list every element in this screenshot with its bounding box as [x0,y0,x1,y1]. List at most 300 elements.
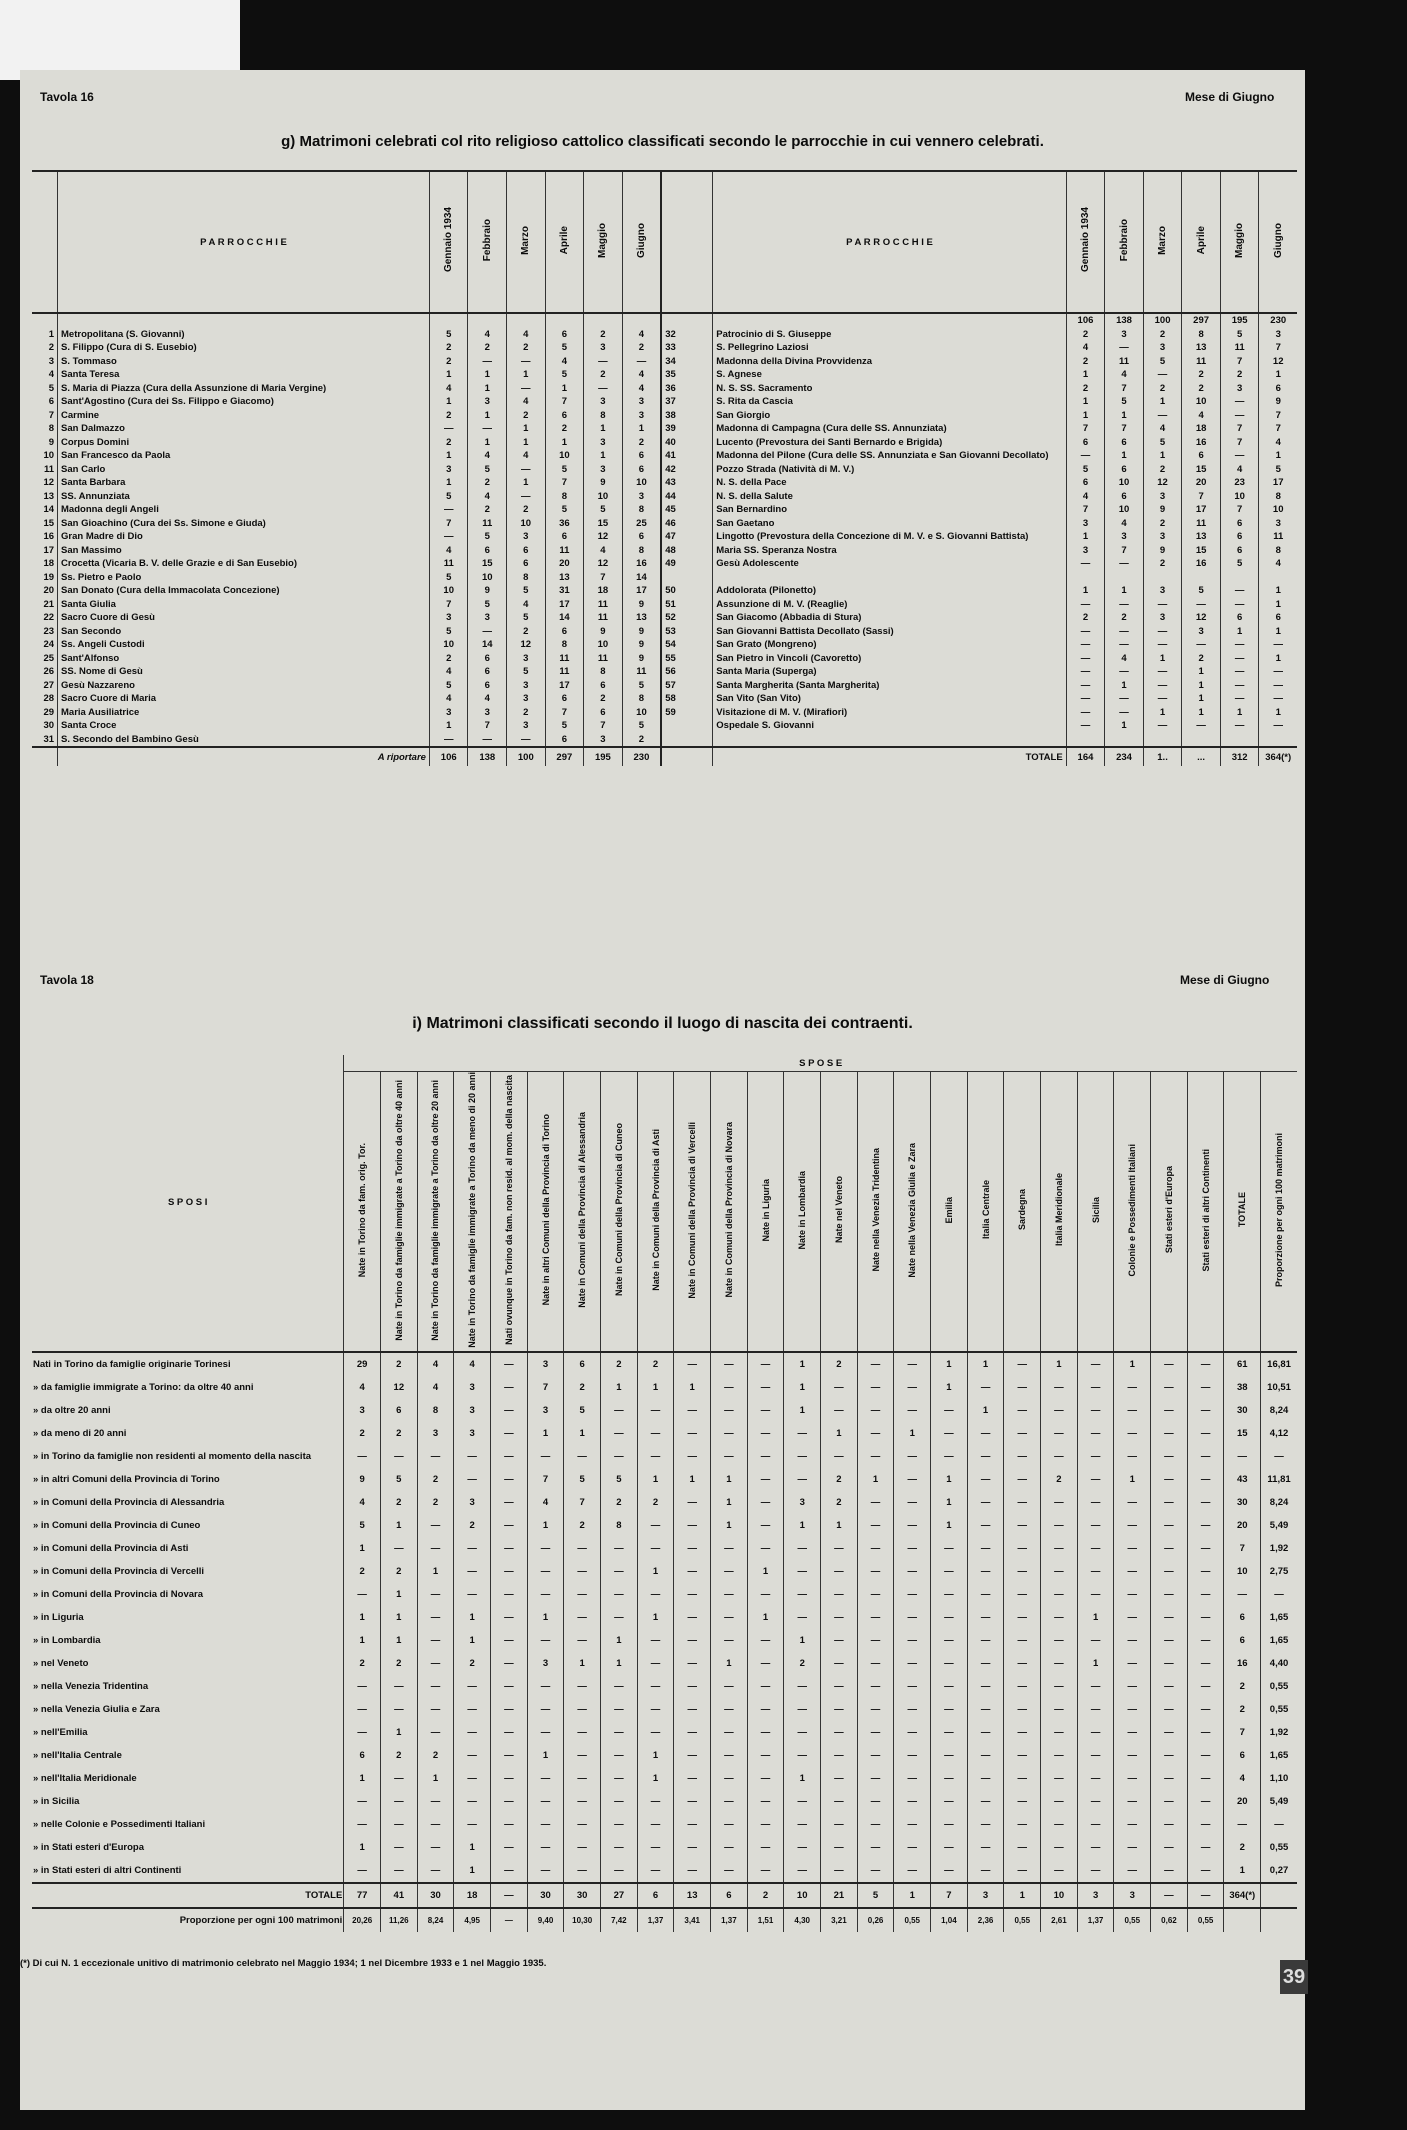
birthplace-count: — [564,1537,601,1560]
parish-name: San Francesco da Paola [58,449,430,463]
parish-name: Addolorata (Pilonetto) [713,584,1066,598]
spose-column-header [711,1072,748,1352]
birthplace-count: — [894,1767,931,1790]
monthly-count: 2 [468,503,507,517]
birthplace-count: — [784,1583,821,1606]
empty-cell [661,733,713,748]
birthplace-count: — [1077,1859,1114,1883]
monthly-count: — [1220,598,1259,612]
birthplace-count: 1 [601,1652,638,1675]
birthplace-count: — [1077,1560,1114,1583]
birthplace-count: — [491,1698,528,1721]
table-row [32,449,1297,463]
monthly-count: 3 [584,436,623,450]
birthplace-count: — [637,1652,674,1675]
monthly-count: 2 [1143,517,1182,531]
riporto-value: 297 [1182,313,1221,328]
birthplace-proportion-value: 7,42 [601,1908,638,1932]
monthly-count: 1 [1105,584,1144,598]
birthplace-count: — [1114,1491,1151,1514]
monthly-count: — [507,355,546,369]
monthly-count: — [1182,598,1221,612]
monthly-count: 8 [1259,544,1297,558]
birthplace-count: — [1077,1422,1114,1445]
monthly-count: — [1066,598,1105,612]
parish-name: San Bernardino [713,503,1066,517]
monthly-count: 3 [429,611,468,625]
parish-number: 13 [43,490,55,502]
parish-name: Sant'Alfonso [58,652,430,666]
monthly-count: 10 [1105,503,1144,517]
parish-name: N. S. della Salute [713,490,1066,504]
monthly-count: 1 [1143,652,1182,666]
parish-name: San Dalmazzo [58,422,430,436]
birthplace-count: 1 [637,1560,674,1583]
monthly-count: 11 [545,665,584,679]
birthplace-count: 30 [1224,1399,1261,1422]
birthplace-count: — [1114,1376,1151,1399]
birthplace-count: — [380,1790,417,1813]
monthly-count: — [1220,679,1259,693]
monthly-count: 4 [429,692,468,706]
monthly-count: 2 [507,503,546,517]
table-row [32,530,1297,544]
monthly-count: 7 [1220,436,1259,450]
birthplace-count: 1 [344,1629,381,1652]
birthplace-count: 5 [564,1399,601,1422]
monthly-count: 4 [507,395,546,409]
parish-number: 4 [48,369,55,381]
birthplace-count: — [1041,1836,1078,1859]
birthplace-count: 1 [1224,1859,1261,1883]
birthplace-total-value: 1 [1004,1883,1041,1908]
parish-number: 18 [43,558,55,570]
monthly-count: 16 [622,557,661,571]
monthly-count: 1 [1259,368,1297,382]
birthplace-count: — [1187,1698,1224,1721]
birthplace-count: — [491,1836,528,1859]
monthly-count: 16 [1182,436,1221,450]
birthplace-count: 1 [967,1352,1004,1376]
parish-number: 11 [43,463,55,475]
monthly-count: 6 [622,530,661,544]
empty-cell [713,733,1066,748]
parish-number: 20 [43,585,55,597]
birthplace-count: — [931,1813,968,1836]
birthplace-count: — [894,1813,931,1836]
birthplace-count: — [380,1445,417,1468]
parish-name: Sant'Agostino (Cura dei Ss. Filippo e Giacomo) [58,395,430,409]
birthplace-count: — [821,1583,858,1606]
birthplace-count: — [491,1629,528,1652]
birthplace-count: — [894,1399,931,1422]
birthplace-count: — [637,1445,674,1468]
birthplace-count: 1 [674,1468,711,1491]
empty-cell [545,313,584,328]
monthly-count: 3 [584,463,623,477]
birthplace-count: 1 [711,1491,748,1514]
birthplace-count: — [674,1698,711,1721]
birthplace-count: — [380,1836,417,1859]
monthly-count: 4 [622,328,661,342]
monthly-count: 2 [507,341,546,355]
month-header [429,171,468,313]
birthplace-count: 3 [344,1399,381,1422]
monthly-count: 4 [1182,409,1221,423]
birthplace-count: — [454,1721,491,1744]
birthplace-count: — [1187,1744,1224,1767]
monthly-count: — [1143,665,1182,679]
birthplace-count: 8 [417,1399,454,1422]
parish-number: 50 [661,584,713,598]
birthplace-count: — [454,1468,491,1491]
sposi-header: S P O S I [32,1055,344,1352]
riporto-value: 195 [1220,313,1259,328]
birthplace-proportion-value: 11,26 [380,1908,417,1932]
birthplace-count: — [491,1859,528,1883]
right-total-value: 164 [1066,747,1105,766]
monthly-count: 6 [1066,476,1105,490]
monthly-count: 4 [622,368,661,382]
riporto-value: 230 [1259,313,1297,328]
monthly-count: 1 [468,368,507,382]
birthplace-count: — [1004,1468,1041,1491]
birthplace-count: — [1187,1376,1224,1399]
monthly-count: — [1220,449,1259,463]
monthly-count: 5 [1105,395,1144,409]
sposi-row-label: » in Comuni della Provincia di Cuneo [33,1519,201,1531]
birthplace-count: — [1187,1514,1224,1537]
monthly-count: — [1220,584,1259,598]
parish-name: N. S. della Pace [713,476,1066,490]
birthplace-count: — [1151,1606,1188,1629]
table-row [32,382,1297,396]
birthplace-count: — [967,1767,1004,1790]
birthplace-count: 1 [527,1744,564,1767]
birthplace-count: — [894,1537,931,1560]
month-header-text: Aprile [558,225,570,255]
left-total-value: 297 [545,747,584,766]
birthplace-count: 1 [380,1606,417,1629]
monthly-count: 3 [622,409,661,423]
birthplace-count: 2 [380,1652,417,1675]
parish-name: S. Secondo del Bambino Gesù [58,733,430,748]
month-header-text: Maggio [597,222,609,258]
birthplace-count: — [857,1675,894,1698]
monthly-count: 12 [1259,355,1297,369]
birthplace-count: — [857,1445,894,1468]
birthplace-count: — [491,1376,528,1399]
monthly-count: 1 [1066,584,1105,598]
monthly-count: — [507,382,546,396]
month-header [584,171,623,313]
monthly-count: 7 [1259,409,1297,423]
left-total-value: 195 [584,747,623,766]
spose-column-text: Nate in Torino da fam. orig. Tor. [357,1142,368,1277]
table-row [32,341,1297,355]
monthly-count: 6 [507,557,546,571]
birthplace-count: — [857,1491,894,1514]
section-idx [32,313,58,328]
birthplace-count: — [1187,1859,1224,1883]
monthly-count: 3 [507,530,546,544]
birthplace-count: 5 [601,1468,638,1491]
monthly-count: 1 [1259,598,1297,612]
birthplace-count: 10 [1224,1560,1261,1583]
birthplace-count: — [967,1560,1004,1583]
birthplace-count: — [601,1744,638,1767]
monthly-count: 6 [1220,517,1259,531]
table-row [32,395,1297,409]
monthly-count: — [1259,692,1297,706]
monthly-count: — [1143,368,1182,382]
monthly-count: 6 [468,665,507,679]
monthly-count: 4 [507,598,546,612]
birthplace-count: — [1151,1514,1188,1537]
birthplace-count: — [894,1583,931,1606]
monthly-count: 17 [545,598,584,612]
birthplace-count: — [417,1813,454,1836]
monthly-count: 11 [622,665,661,679]
birthplace-count: 5 [380,1468,417,1491]
monthly-count: 6 [1259,382,1297,396]
table-row [32,476,1297,490]
spose-column-text: Nate in Comuni della Provincia di Cuneo [613,1123,624,1297]
monthly-count: 10 [1259,503,1297,517]
parish-number: 58 [661,692,713,706]
birthplace-proportion-value: 3,41 [674,1908,711,1932]
monthly-count: 3 [1105,530,1144,544]
monthly-count: 6 [622,449,661,463]
total-idx [32,747,58,766]
birthplace-count: 1 [601,1629,638,1652]
birthplace-count: — [931,1422,968,1445]
spose-column-header [967,1072,1004,1352]
birthplace-total-value: 6 [637,1883,674,1908]
birthplace-count: — [1151,1744,1188,1767]
birthplace-count: — [747,1583,784,1606]
birthplace-count: 6 [380,1399,417,1422]
parish-number: 52 [661,611,713,625]
birthplace-count: — [711,1445,748,1468]
monthly-count: — [584,382,623,396]
monthly-count: 2 [429,409,468,423]
birthplace-count: 9 [344,1468,381,1491]
birthplace-count: — [747,1468,784,1491]
birthplace-count: 1 [1114,1352,1151,1376]
birthplace-count: — [784,1445,821,1468]
monthly-count: 15 [468,557,507,571]
birthplace-count: — [1004,1560,1041,1583]
birthplace-count: — [1151,1675,1188,1698]
birthplace-row [32,1399,1297,1422]
birthplace-row [32,1583,1297,1606]
birthplace-count: — [1077,1352,1114,1376]
monthly-count: — [507,490,546,504]
empty-cell [1182,733,1221,748]
total-idx [661,747,713,766]
monthly-count: 12 [507,638,546,652]
birthplace-count: — [711,1376,748,1399]
birthplace-count: — [1041,1537,1078,1560]
birthplace-count: — [1041,1721,1078,1744]
monthly-count: 11 [545,544,584,558]
birthplace-count: — [454,1790,491,1813]
birthplace-count: 2 [1224,1675,1261,1698]
birthplace-count: — [491,1468,528,1491]
empty-cell [1105,571,1144,585]
monthly-count: 3 [1105,328,1144,342]
monthly-count: 7 [429,517,468,531]
birthplace-count: 1 [931,1491,968,1514]
birthplace-count: — [674,1790,711,1813]
birthplace-count: — [1187,1445,1224,1468]
monthly-count: 1 [1105,679,1144,693]
birthplace-count: — [344,1813,381,1836]
monthly-count: 15 [1182,463,1221,477]
parish-number: 29 [43,706,55,718]
parish-name: Maria SS. Speranza Nostra [713,544,1066,558]
birthplace-count: — [857,1399,894,1422]
monthly-count: — [1105,557,1144,571]
birthplace-count: — [711,1560,748,1583]
birthplace-total-value: 77 [344,1883,381,1908]
birthplace-count: 8 [601,1514,638,1537]
monthly-count: 10 [429,584,468,598]
monthly-count: — [1259,719,1297,733]
birthplace-count: 11,81 [1261,1468,1297,1491]
birthplace-count: — [491,1422,528,1445]
birthplace-count: — [1151,1790,1188,1813]
parish-number: 44 [661,490,713,504]
monthly-count: — [1259,665,1297,679]
birthplace-count: — [491,1767,528,1790]
monthly-count: 5 [468,463,507,477]
birthplace-row [32,1629,1297,1652]
spose-column-text: Stati esteri di altri Continenti [1200,1148,1211,1272]
birthplace-count: — [711,1675,748,1698]
table-row [32,557,1297,571]
parish-name: Gran Madre di Dio [58,530,430,544]
birthplace-count: 2 [637,1352,674,1376]
birthplace-count: — [1261,1813,1297,1836]
birthplace-count: — [674,1744,711,1767]
birthplace-proportion-value: 2,36 [967,1908,1004,1932]
birthplace-count: — [1041,1606,1078,1629]
table-g-title: g) Matrimoni celebrati col rito religioso cattolico classificati secondo le parrocchie in cui vennero celebrati. [281,133,1044,150]
monthly-count: 8 [584,409,623,423]
birthplace-count: — [967,1491,1004,1514]
birthplace-count: — [454,1813,491,1836]
birthplace-count: 12 [380,1376,417,1399]
monthly-count: 7 [545,706,584,720]
monthly-count: 2 [622,436,661,450]
birthplace-count: — [894,1629,931,1652]
birthplace-count: — [1077,1836,1114,1859]
birthplace-count: — [931,1675,968,1698]
birthplace-count: — [931,1629,968,1652]
monthly-count: — [1220,638,1259,652]
birthplace-count: — [711,1813,748,1836]
parish-number: 27 [43,679,55,691]
birthplace-row [32,1468,1297,1491]
table-row [32,328,1297,342]
monthly-count: 9 [584,625,623,639]
birthplace-count: — [1187,1836,1224,1859]
birthplace-count: — [1187,1537,1224,1560]
birthplace-count: 4 [1224,1767,1261,1790]
birthplace-count: — [601,1767,638,1790]
birthplace-count: — [564,1445,601,1468]
parish-name: Madonna di Campagna (Cura delle SS. Annunziata) [713,422,1066,436]
monthly-count: 10 [429,638,468,652]
parish-name: San Giorgio [713,409,1066,423]
birthplace-count: — [747,1399,784,1422]
birthplace-count: — [527,1560,564,1583]
monthly-count: 10 [584,638,623,652]
monthly-count: 1 [429,719,468,733]
parish-name: Corpus Domini [58,436,430,450]
birthplace-count: 0,55 [1261,1698,1297,1721]
monthly-count: 6 [468,679,507,693]
parish-name: San Massimo [58,544,430,558]
birthplace-count: — [1187,1629,1224,1652]
parish-number: 57 [661,679,713,693]
birthplace-count: — [637,1583,674,1606]
birthplace-count: — [1004,1813,1041,1836]
table-row [32,598,1297,612]
birthplace-count: — [601,1537,638,1560]
monthly-count: 3 [1143,530,1182,544]
spose-column-text: Nate in Torino da famiglie immigrate a Torino da oltre 40 anni [393,1079,404,1341]
birthplace-count: 0,55 [1261,1675,1297,1698]
birthplace-count: — [344,1790,381,1813]
monthly-count: 2 [545,422,584,436]
birthplace-count: 7 [564,1491,601,1514]
birthplace-count: — [1151,1399,1188,1422]
parish-name: Lingotto (Prevostura della Concezione di M. V. e S. Giovanni Battista) [713,530,1066,544]
monthly-count: — [1220,395,1259,409]
monthly-count: 1 [1105,449,1144,463]
birthplace-count: — [637,1721,674,1744]
table-i-title: i) Matrimoni classificati secondo il luogo di nascita dei contraenti. [412,1015,913,1032]
parish-name: Madonna degli Angeli [58,503,430,517]
birthplace-total-value: 30 [564,1883,601,1908]
table-row [32,719,1297,733]
parish-name: Santa Barbara [58,476,430,490]
birthplace-count: — [1041,1422,1078,1445]
monthly-count: 3 [584,395,623,409]
monthly-count: 4 [1066,341,1105,355]
monthly-count: 3 [1259,517,1297,531]
monthly-count: 6 [622,463,661,477]
birthplace-count: — [821,1606,858,1629]
monthly-count: 11 [1182,355,1221,369]
month-header [1220,171,1259,313]
monthly-count: 7 [1259,341,1297,355]
birthplace-count: — [380,1537,417,1560]
birthplace-count: 1 [637,1468,674,1491]
birthplace-count: 1 [417,1767,454,1790]
empty-cell [1182,571,1221,585]
birthplace-count: — [1187,1721,1224,1744]
birthplace-proportion-label: Proporzione per ogni 100 matrimoni [32,1908,344,1932]
monthly-count: 7 [1066,422,1105,436]
birthplace-count: — [491,1744,528,1767]
birthplace-count: 1 [344,1767,381,1790]
monthly-count: 10 [545,449,584,463]
birthplace-count: — [601,1422,638,1445]
